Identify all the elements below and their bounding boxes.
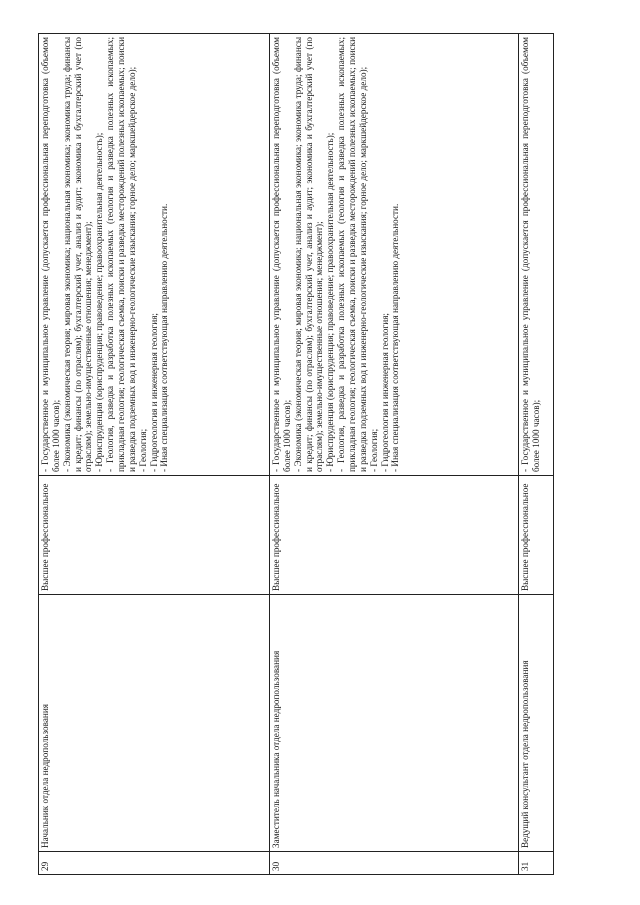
position-title: Ведущий консультант отдела недропользования	[519, 595, 554, 852]
specialization-list	[270, 34, 519, 476]
table-row	[39, 34, 270, 875]
requirement-item: - Иная специализация соответствующая направлению деятельности.	[390, 203, 401, 472]
education-level: Высшее профессиональное	[519, 476, 554, 595]
requirement-item: - Государственное и муниципальное управление (допускается профессиональная переподготовка (объемом более 1000 часов);	[40, 37, 61, 472]
position-title: Начальник отдела недропользования	[39, 595, 270, 852]
row-number: 31	[519, 852, 554, 875]
specialization-list	[39, 34, 270, 476]
requirement-item: - Гидрогеология и инженерная геология;	[379, 313, 390, 472]
requirement-item: - Экономика (экономическая теория; мировая экономика; национальная экономика; экономика труда; финансы и кредит; финансы (по отраслям); бухгалтерский учет, анализ и аудит; экономика и бухгалтерский учет (по отраслям); земельно-имущественные отношения; менеджмент);	[61, 37, 94, 472]
requirement-item: - Юриспруденция (юриспруденция; правоведение; правоохранительная деятельность);	[325, 132, 336, 472]
education-level: Высшее профессиональное	[39, 476, 270, 595]
table-row	[270, 34, 519, 875]
requirement-item: - Геология;	[137, 428, 148, 472]
rotated-page	[38, 33, 598, 875]
requirement-item: - Гидрогеология и инженерная геология;	[148, 313, 159, 472]
requirement-item: - Геология, разведка и разработка полезных ископаемых (геология и разведка полезных ископаемых; прикладная геология; геологическая съемка, поиски и разведка месторождений полезных ископаемых; поиски и разведка подземных вод и инженерно-геологические изыскания; горное дело; маркшейдерское дело);	[336, 37, 368, 472]
requirement-item: - Геология;	[368, 428, 379, 472]
specialization-list	[519, 34, 554, 476]
requirement-item: - Юриспруденция (юриспруденция; правоведение; правоохранительная деятельность);	[94, 132, 105, 472]
requirement-item: - Геология, разведка и разработка полезных ископаемых (геология и разведка полезных ископаемых; прикладная геология; геологическая съемка, поиски и разведка месторождений полезных ископаемых; поиски и разведка подземных вод и инженерно-геологические изыскания; горное дело; маркшейдерское дело);	[105, 37, 137, 472]
position-title: Заместитель начальника отдела недропользования	[270, 595, 519, 852]
requirement-item: - Государственное и муниципальное управление (допускается профессиональная переподготовка (объемом более 1000 часов);	[271, 37, 292, 472]
requirement-item: - Государственное и муниципальное управление (допускается профессиональная переподготовка (объемом более 1000 часов);	[520, 37, 541, 472]
education-level: Высшее профессиональное	[270, 476, 519, 595]
table-row	[519, 34, 554, 875]
row-number: 29	[39, 852, 270, 875]
requirement-item: - Экономика (экономическая теория; мировая экономика; национальная экономика; экономика труда; финансы и кредит; финансы (по отраслям); бухгалтерский учет, анализ и аудит; экономика и бухгалтерский учет (по отраслям); земельно-имущественные отношения; менеджмент);	[292, 37, 325, 472]
qualification-table	[38, 33, 554, 875]
row-number: 30	[270, 852, 519, 875]
requirement-item: - Иная специализация соответствующая направлению деятельности.	[159, 203, 170, 472]
